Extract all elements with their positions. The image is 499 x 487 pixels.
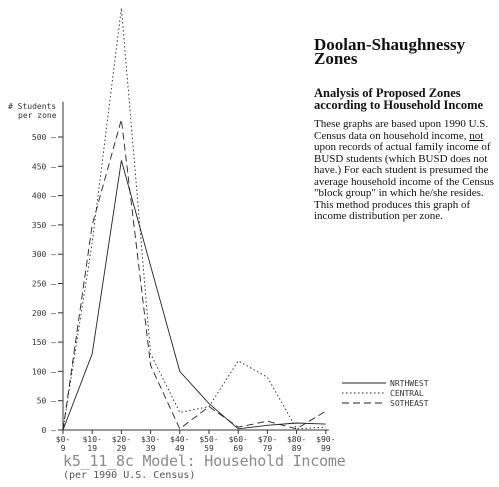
x-tick-label-top: $70- [257,435,278,444]
description-part-1: These graphs are based upon 1990 U.S. Census data on household income, [314,118,489,142]
x-tick-label-bottom: 49 [174,444,185,453]
x-tick-label-top: $90- [316,435,336,444]
legend-label-central: CENTRAL [390,389,424,398]
y-tick-label: 350 — [31,220,56,230]
x-tick-label-top: $50- [199,435,219,444]
x-tick-label-bottom: 9 [60,444,66,453]
y-tick-label: 0 — [41,426,56,435]
x-tick-label-top: $60- [228,435,248,444]
x-tick-label-bottom: 29 [116,444,127,453]
y-tick-label: 100 — [31,367,56,377]
x-tick-label-bottom: 19 [87,444,98,453]
y-tick-label: 300 — [31,250,56,260]
series-line-central [63,8,326,430]
x-tick-label-top: $20- [111,435,132,444]
y-tick-label: 450 — [31,162,56,172]
series-line-nrthwest [63,160,326,430]
description-part-2: upon records of actual family income of BUSD students (which BUSD does not have.) For each student is presumed the average household income of the Census "block group" in which he/she resides. This method produces this graph of income distribution per zone. [314,141,494,222]
x-tick-label-bottom: 99 [320,444,331,453]
page-title: Doolan-Shaughnessy Zones [314,35,466,68]
legend-label-nrthwest: NRTHWEST [390,379,429,388]
y-tick-label: 400 — [31,191,56,201]
y-tick-label: 250 — [31,279,56,289]
model-title: k5_11_8c Model: Household Income [63,452,346,470]
x-tick-label-top: $80- [286,435,307,444]
x-tick-label-bottom: 69 [233,444,244,453]
x-tick-label-top: $10- [82,435,102,444]
x-tick-label-bottom: 79 [262,444,273,453]
series-line-sotheast [63,119,326,430]
x-tick-label-top: $0- [55,435,71,444]
x-tick-label-top: $30- [140,435,161,444]
x-tick-label-bottom: 59 [204,444,214,453]
y-tick-label: 200 — [31,308,56,318]
x-tick-label-bottom: 89 [291,444,302,453]
legend-label-sotheast: SOTHEAST [390,399,429,408]
y-tick-label: 50 — [36,396,56,406]
description-underlined-word: not [469,129,484,142]
y-tick-label: 150 — [31,338,56,348]
x-tick-label-top: $40- [170,435,190,444]
y-axis-label-line-1: # Students [8,102,57,111]
page-subtitle: Analysis of Proposed Zones according to Household Income [314,86,484,112]
y-tick-label: 500 — [31,133,56,142]
x-tick-label-bottom: 39 [145,444,156,453]
y-axis-label-line-2: per zone [18,111,57,120]
model-subtitle: (per 1990 U.S. Census) [63,470,196,481]
